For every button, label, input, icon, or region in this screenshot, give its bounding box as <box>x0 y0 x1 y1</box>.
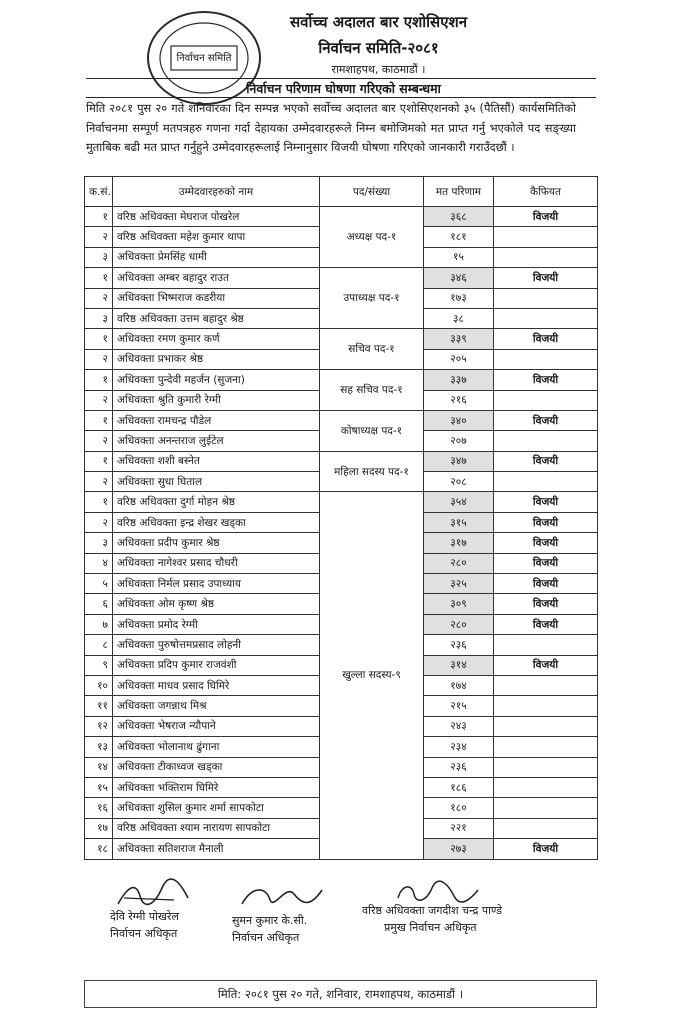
serial-number: ६ <box>85 594 113 614</box>
address: रामशाहपथ, काठमाडौं । <box>331 63 426 76</box>
vote-count: १७३ <box>424 288 494 308</box>
vote-count: ३२५ <box>424 574 494 594</box>
candidate-name: अधिवक्ता भक्तिराम घिमिरे <box>113 777 320 797</box>
remark-cell <box>494 696 598 716</box>
header-divider <box>86 78 596 79</box>
candidate-name: अधिवक्ता सुधा घिताल <box>113 472 320 492</box>
header-votes: मत परिणाम <box>424 177 494 207</box>
vote-count: ३१७ <box>424 533 494 553</box>
serial-number: १ <box>85 492 113 512</box>
serial-number: १ <box>85 329 113 349</box>
serial-number: १ <box>85 410 113 430</box>
candidate-name: वरिष्ठ अधिवक्ता दुर्गा मोहन श्रेष्ठ <box>113 492 320 512</box>
post-label: अध्यक्ष पद-१ <box>320 207 424 268</box>
candidate-name: अधिवक्ता प्रमोद रेग्मी <box>113 614 320 634</box>
serial-number: १४ <box>85 757 113 777</box>
header-remarks: कैफियत <box>494 177 598 207</box>
candidate-name: वरिष्ठ अधिवक्ता महेश कुमार थापा <box>113 227 320 247</box>
serial-number: २ <box>85 472 113 492</box>
vote-count: २७३ <box>424 839 494 859</box>
table-row <box>85 451 598 471</box>
serial-number: २ <box>85 512 113 532</box>
serial-number: २ <box>85 288 113 308</box>
vote-count: १७४ <box>424 675 494 695</box>
serial-number: १३ <box>85 737 113 757</box>
vote-count: ३४० <box>424 410 494 430</box>
winner-badge: विजयी <box>494 839 598 859</box>
serial-number: १२ <box>85 716 113 736</box>
post-label: सचिव पद-१ <box>320 329 424 370</box>
candidate-name: अधिवक्ता अम्बर बहादुर राउत <box>113 268 320 288</box>
table-row <box>85 207 598 227</box>
winner-badge: विजयी <box>494 594 598 614</box>
candidate-name: वरिष्ठ अधिवक्ता उत्तम बहादुर श्रेष्ठ <box>113 308 320 328</box>
signatory-3-name: वरिष्ठ अधिवक्ता जगदीश चन्द्र पाण्डे <box>362 904 503 917</box>
remark-cell <box>494 308 598 328</box>
winner-badge: विजयी <box>494 451 598 471</box>
footer-date-line: मिति: २०८१ पुस २० गते, शनिवार, रामशाहपथ, काठमाडौं । <box>84 980 597 1008</box>
vote-count: १८१ <box>424 227 494 247</box>
winner-badge: विजयी <box>494 533 598 553</box>
candidate-name: वरिष्ठ अधिवक्ता मेघराज पोखरेल <box>113 207 320 227</box>
vote-count: २०५ <box>424 349 494 369</box>
candidate-name: अधिवक्ता अनन्तराज लुईटेल <box>113 431 320 451</box>
serial-number: २ <box>85 227 113 247</box>
signature-block-1 <box>110 878 179 942</box>
table-row <box>85 329 598 349</box>
serial-number: ५ <box>85 574 113 594</box>
committee-name: निर्वाचन समिति-२०८१ <box>318 39 439 57</box>
post-label: महिला सदस्य पद-१ <box>320 451 424 492</box>
remark-cell <box>494 635 598 655</box>
header-candidate-name: उम्मेदवारहरुको नाम <box>113 177 320 207</box>
vote-count: ३३७ <box>424 370 494 390</box>
remark-cell <box>494 349 598 369</box>
table-header-row <box>85 177 598 207</box>
vote-count: २४३ <box>424 716 494 736</box>
candidate-name: अधिवक्ता रामचन्द्र पौडेल <box>113 410 320 430</box>
serial-number: २ <box>85 390 113 410</box>
vote-count: १८६ <box>424 777 494 797</box>
serial-number: २ <box>85 349 113 369</box>
serial-number: १ <box>85 268 113 288</box>
winner-badge: विजयी <box>494 370 598 390</box>
signature-1-scribble <box>114 878 194 910</box>
candidate-name: वरिष्ठ अधिवक्ता इन्द्र शेखर खड्का <box>113 512 320 532</box>
serial-number: १० <box>85 675 113 695</box>
signatory-2-title: निर्वाचन अधिकृत <box>232 931 300 944</box>
subject-line: निर्वाचन परिणाम घोषणा गरिएको सम्बन्धमा <box>246 81 441 96</box>
signature-block-3 <box>362 880 502 936</box>
candidate-name: अधिवक्ता भेषराज न्यौपाने <box>113 716 320 736</box>
remark-cell <box>494 247 598 267</box>
serial-number: १ <box>85 207 113 227</box>
winner-badge: विजयी <box>494 574 598 594</box>
serial-number: १६ <box>85 798 113 818</box>
table-row <box>85 268 598 288</box>
intro-paragraph: मिति २०८१ पुस २० गते शनिवारका दिन सम्पन्न भएको सर्वोच्च अदालत बार एशोसिएशनको ३५ (पैतिसौं) कार्यसमितिको निर्वाचनमा सम्पूर्ण मतपत्रहरु गणना गर्दा देहायका उम्मेदवारहरूले निम्न बमोजिमको मत प्राप्त गर्नु भएकोले पद सङ्ख्या मुताबिक बढी मत प्राप्त गर्नुहुने उम्मेदवारहरूलाई निम्नानुसार विजयी घोषणा गरिएको जानकारी गराउँदछौं । <box>86 101 576 154</box>
subject-divider <box>86 97 596 98</box>
remark-cell <box>494 716 598 736</box>
table-row <box>85 492 598 512</box>
candidate-name: अधिवक्ता टीकाध्वज खड्का <box>113 757 320 777</box>
vote-count: २०७ <box>424 431 494 451</box>
candidate-name: अधिवक्ता श्रुति कुमारी रेग्मी <box>113 390 320 410</box>
signature-block-2 <box>232 886 307 946</box>
serial-number: २ <box>85 431 113 451</box>
signatory-1-name: देवि रेग्मी पोखरेल <box>110 910 179 923</box>
winner-badge: विजयी <box>494 512 598 532</box>
remark-cell <box>494 777 598 797</box>
winner-badge: विजयी <box>494 553 598 573</box>
winner-badge: विजयी <box>494 614 598 634</box>
vote-count: २१५ <box>424 696 494 716</box>
candidate-name: अधिवक्ता ओम कृष्ण श्रेष्ठ <box>113 594 320 614</box>
seal-text: निर्वाचन समिति <box>176 53 232 64</box>
post-label: खुल्ला सदस्य-९ <box>320 492 424 859</box>
header-post: पद/संख्या <box>320 177 424 207</box>
serial-number: ३ <box>85 308 113 328</box>
post-label: सह सचिव पद-१ <box>320 370 424 411</box>
vote-count: ३८ <box>424 308 494 328</box>
remark-cell <box>494 472 598 492</box>
vote-count: २२१ <box>424 818 494 838</box>
candidate-name: अधिवक्ता पुरुषोत्तमप्रसाद लोहनी <box>113 635 320 655</box>
candidate-name: अधिवक्ता प्रदिप कुमार राजवंशी <box>113 655 320 675</box>
candidate-name: अधिवक्ता रमण कुमार कर्ण <box>113 329 320 349</box>
table-row <box>85 410 598 430</box>
winner-badge: विजयी <box>494 655 598 675</box>
vote-count: ३०९ <box>424 594 494 614</box>
results-body <box>85 207 598 860</box>
serial-number: १८ <box>85 839 113 859</box>
signatory-2-name: सुमन कुमार के.सी. <box>232 914 308 927</box>
vote-count: २८० <box>424 614 494 634</box>
candidate-name: अधिवक्ता माधव प्रसाद घिमिरे <box>113 675 320 695</box>
remark-cell <box>494 390 598 410</box>
vote-count: ३१४ <box>424 655 494 675</box>
signatory-3-title: प्रमुख निर्वाचन अधिकृत <box>384 921 477 934</box>
remark-cell <box>494 227 598 247</box>
remark-cell <box>494 675 598 695</box>
remark-cell <box>494 757 598 777</box>
winner-badge: विजयी <box>494 207 598 227</box>
vote-count: ३६८ <box>424 207 494 227</box>
candidate-name: अधिवक्ता भोलानाथ ढुंगाना <box>113 737 320 757</box>
serial-number: ४ <box>85 553 113 573</box>
candidate-name: अधिवक्ता शुसिल कुमार शर्मा सापकोटा <box>113 798 320 818</box>
vote-count: ३५४ <box>424 492 494 512</box>
winner-badge: विजयी <box>494 329 598 349</box>
candidate-name: अधिवक्ता प्रेमसिंह धामी <box>113 247 320 267</box>
candidate-name: वरिष्ठ अधिवक्ता श्याम नारायण सापकोटा <box>113 818 320 838</box>
organization-name: सर्वोच्च अदालत बार एशोसिएशन <box>289 13 468 31</box>
candidate-name: अधिवक्ता प्रभाकर श्रेष्ठ <box>113 349 320 369</box>
candidate-name: अधिवक्ता जगन्नाथ मिश्र <box>113 696 320 716</box>
serial-number: १ <box>85 451 113 471</box>
post-label: कोषाध्यक्ष पद-१ <box>320 410 424 451</box>
vote-count: २१६ <box>424 390 494 410</box>
table-row <box>85 370 598 390</box>
serial-number: ३ <box>85 533 113 553</box>
serial-number: १५ <box>85 777 113 797</box>
vote-count: ३४७ <box>424 451 494 471</box>
vote-count: १५ <box>424 247 494 267</box>
candidate-name: अधिवक्ता निर्मल प्रसाद उपाध्याय <box>113 574 320 594</box>
header-serial: क.सं. <box>85 177 113 207</box>
candidate-name: अधिवक्ता पुन्देवी महर्जन (सुजना) <box>113 370 320 390</box>
remark-cell <box>494 798 598 818</box>
results-table <box>84 176 598 860</box>
vote-count: २०८ <box>424 472 494 492</box>
vote-count: १८० <box>424 798 494 818</box>
serial-number: ३ <box>85 247 113 267</box>
winner-badge: विजयी <box>494 410 598 430</box>
candidate-name: अधिवक्ता शशी बस्नेत <box>113 451 320 471</box>
serial-number: १ <box>85 370 113 390</box>
winner-badge: विजयी <box>494 268 598 288</box>
signatory-1-title: निर्वाचन अधिकृत <box>110 927 178 940</box>
candidate-name: अधिवक्ता नागेश्वर प्रसाद चौधरी <box>113 553 320 573</box>
candidate-name: अधिवक्ता भिष्मराज कडरीया <box>113 288 320 308</box>
candidate-name: अधिवक्ता प्रदीप कुमार श्रेष्ठ <box>113 533 320 553</box>
vote-count: २८० <box>424 553 494 573</box>
serial-number: ८ <box>85 635 113 655</box>
serial-number: ७ <box>85 614 113 634</box>
serial-number: ११ <box>85 696 113 716</box>
serial-number: ९ <box>85 655 113 675</box>
vote-count: ३३९ <box>424 329 494 349</box>
remark-cell <box>494 737 598 757</box>
remark-cell <box>494 818 598 838</box>
winner-badge: विजयी <box>494 492 598 512</box>
signature-2-scribble <box>236 882 326 912</box>
vote-count: ३४६ <box>424 268 494 288</box>
signature-3-scribble <box>392 880 482 906</box>
candidate-name: अधिवक्ता सतिशराज मैनाली <box>113 839 320 859</box>
vote-count: २३४ <box>424 737 494 757</box>
vote-count: २३६ <box>424 757 494 777</box>
remark-cell <box>494 431 598 451</box>
post-label: उपाध्यक्ष पद-१ <box>320 268 424 329</box>
vote-count: ३१५ <box>424 512 494 532</box>
serial-number: १७ <box>85 818 113 838</box>
vote-count: २३६ <box>424 635 494 655</box>
remark-cell <box>494 288 598 308</box>
